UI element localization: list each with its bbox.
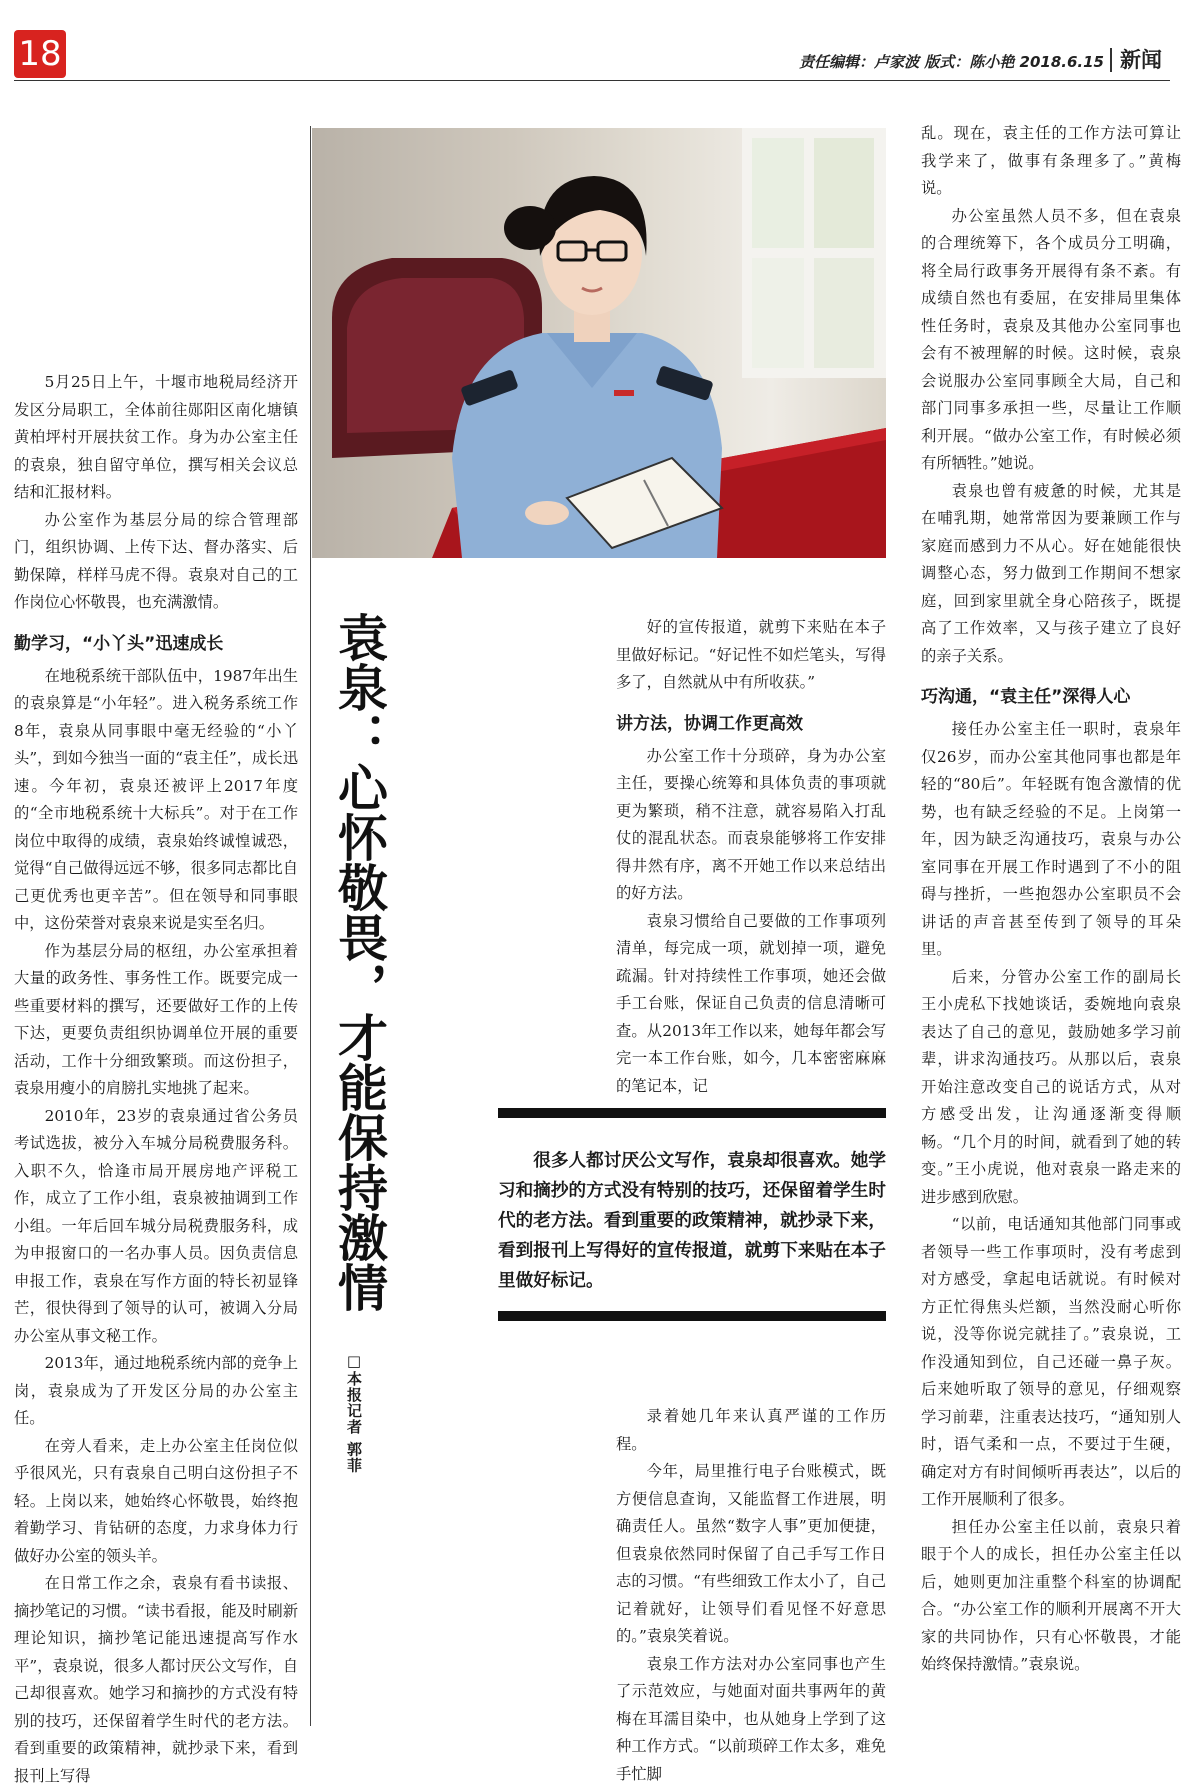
paragraph: 后来，分管办公室工作的副局长王小虎私下找她谈话，委婉地向袁泉表达了自己的意见，鼓励她多学习前辈，讲求沟通技巧。从那以后，袁泉开始注意改变自己的说话方式，从对方感受出发，让沟通逐渐变得顺畅。“几个月的时间，就看到了她的转变。”王小虎说，他对袁泉一路走来的进步感到欣慰。 xyxy=(921,967,1181,1206)
article-photo xyxy=(312,128,886,558)
paragraph: 担任办公室主任以前，袁泉只着眼于个人的成长，担任办公室主任以后，她则更加注重整个科室的协调配合。“办公室工作的顺利开展离不开大家的共同协作，只有心怀敬畏，才能始终保持激情。”袁泉说。 xyxy=(921,1517,1181,1673)
pullquote-top-bar xyxy=(498,1108,886,1118)
paragraph: 2010年，23岁的袁泉通过省公务员考试选拔，被分入车城分局税费服务科。入职不久，恰逢市局开展房地产评税工作，成立了工作小组，袁泉被抽调到工作小组。一年后回车城分局税费服务科，成为申报窗口的一名办事人员。因负责信息申报工作，袁泉在写作方面的特长初显锋芒，很快得到了领导的认可，被调入分局办公室从事文秘工作。 xyxy=(14,1106,298,1345)
paragraph: 在日常工作之余，袁泉有看书读报、摘抄笔记的习惯。“读书看报，能及时刷新理论知识，摘抄笔记能迅速提高写作水平”，袁泉说，很多人都讨厌公文写作，自己却很喜欢。她学习和摘抄的方式没有特别的技巧，还保留着学生时代的老方法。看到重要的政策精神，就抄录下来，看到报刊上写得 xyxy=(14,1574,298,1785)
article-column-3-top xyxy=(616,614,886,1100)
editor-credits: 责任编辑：卢家波 版式：陈小艳 2018.6.15 xyxy=(799,53,1104,71)
header-info xyxy=(799,44,1162,74)
paragraph: 办公室作为基层分局的综合管理部门，组织协调、上传下达、督办落实、后勤保障，样样马虎不得。袁泉对自己的工作岗位心怀敬畏，也充满激情。 xyxy=(14,510,298,611)
article-column-1 xyxy=(14,369,298,1790)
paragraph: 在旁人看来，走上办公室主任岗位似乎很风光，只有袁泉自己明白这份担子不轻。上岗以来，她始终心怀敬畏，始终抱着勤学习、肯钻研的态度，力求身体力行做好办公室的领头羊。 xyxy=(14,1436,298,1565)
paragraph: 今年，局里推行电子台账模式，既方便信息查询，又能监督工作进展，明确责任人。虽然“数字人事”更加便捷，但袁泉依然同时保留了自己手写工作日志的习惯。“有些细致工作太小了，自己记着就好，让领导们看见怪不好意思的。”袁泉笑着说。 xyxy=(616,1462,886,1645)
paragraph: 办公室工作十分琐碎，身为办公室主任，要操心统筹和具体负责的事项就更为繁琐，稍不注意，就容易陷入打乱仗的混乱状态。而袁泉能够将工作安排得井然有序，离不开她工作以来总结出的好方法。 xyxy=(616,746,886,902)
subheading: 勤学习，“小丫头”迅速成长 xyxy=(14,633,224,654)
article-column-4 xyxy=(921,120,1181,1679)
subheading: 巧沟通，“袁主任”深得人心 xyxy=(921,687,1131,707)
subheading: 讲方法，协调工作更高效 xyxy=(616,713,803,734)
header-rule xyxy=(14,80,1170,81)
pullquote-bottom-bar xyxy=(498,1311,886,1321)
section-name: 新闻 xyxy=(1110,48,1162,72)
pullquote: 很多人都讨厌公文写作，袁泉却很喜欢。她学习和摘抄的方式没有特别的技巧，还保留着学生时代的老方法。看到重要的政策精神，就抄录下来，看到报刊上写得好的宣传报道，就剪下来贴在本子里做好标记。 xyxy=(498,1150,886,1291)
paragraph: 接任办公室主任一职时，袁泉年仅26岁，而办公室其他同事也都是年轻的“80后”。年轻既有饱含激情的优势，也有缺乏经验的不足。上岗第一年，因为缺乏沟通技巧，袁泉与办公室同事在开展工作时遇到了不小的阻碍与挫折，一些抱怨办公室职员不会讲话的声音甚至传到了领导的耳朵里。 xyxy=(921,720,1181,958)
byline: □本报记者 郭菲 xyxy=(345,1352,363,1474)
paragraph: 办公室虽然人员不多，但在袁泉的合理统筹下，各个成员分工明确，将全局行政事务开展得有条不紊。有成绩自然也有委屈，在安排局里集体性任务时，袁泉及其他办公室同事也会有不被理解的时候。这时候，袁泉会说服办公室同事顾全大局，自己和部门同事多承担一些，尽量让工作顺利开展。“做办公室工作，有时候必须有所牺牲。”她说。 xyxy=(921,206,1181,472)
paragraph: 2013年，通过地税系统内部的竞争上岗，袁泉成为了开发区分局的办公室主任。 xyxy=(14,1354,298,1427)
paragraph: “以前，电话通知其他部门同事或者领导一些工作事项时，没有考虑到对方感受，拿起电话就说。有时候对方正忙得焦头烂额，当然没耐心听你说，没等你说完就挂了。”袁泉说，工作没通知到位，自己还碰一鼻子灰。后来她听取了领导的意见，仔细观察学习前辈，注重表达技巧，“通知别人时，语气柔和一点，不要过于生硬，确定对方有时间倾听再表达”，以后的工作开展顺利了很多。 xyxy=(921,1215,1181,1508)
page-number: 18 xyxy=(14,30,66,78)
paragraph: 5月25日上午，十堰市地税局经济开发区分局职工，全体前往郧阳区南化塘镇黄柏坪村开展扶贫工作。身为办公室主任的袁泉，独自留守单位，撰写相关会议总结和汇报材料。 xyxy=(14,373,298,501)
paragraph: 袁泉也曾有疲惫的时候，尤其是在哺乳期，她常常因为要兼顾工作与家庭而感到力不从心。好在她能很快调整心态，努力做到工作期间不想家庭，回到家里就全身心陪孩子，既提高了工作效率，又与孩子建立了良好的亲子关系。 xyxy=(921,481,1181,665)
paragraph: 在地税系统干部队伍中，1987年出生的袁泉算是“小年轻”。进入税务系统工作8年，袁泉从同事眼中毫无经验的“小丫头”，到如今独当一面的“袁主任”，成长迅速。今年初，袁泉还被评上2017年度的“全市地税系统十大标兵”。对于在工作岗位中取得的成绩，袁泉始终诚惶诚恐，觉得“自己做得远远不够，很多同志都比自己更优秀也更辛苦”。但在领导和同事眼中，这份荣誉对袁泉来说是实至名归。 xyxy=(14,666,298,932)
paragraph: 好的宣传报道，就剪下来贴在本子里做好标记。“好记性不如烂笔头，写得多了，自然就从中有所收获。” xyxy=(616,618,886,691)
article-column-3-bottom xyxy=(616,1403,886,1788)
paragraph: 作为基层分局的枢纽，办公室承担着大量的政务性、事务性工作。既要完成一些重要材料的撰写，还要做好工作的上传下达，更要负责组织协调单位开展的重要活动，工作十分细致繁琐。而这份担子，袁泉用瘦小的肩膀扎实地挑了起来。 xyxy=(14,941,298,1097)
paragraph: 录着她几年来认真严谨的工作历程。 xyxy=(616,1407,886,1453)
paragraph: 乱。现在，袁主任的工作方法可算让我学来了，做事有条理多了。”黄梅说。 xyxy=(921,124,1181,197)
paragraph: 袁泉工作方法对办公室同事也产生了示范效应，与她面对面共事两年的黄梅在耳濡目染中，也从她身上学到了这种工作方式。“以前琐碎工作太多，难免手忙脚 xyxy=(616,1654,886,1783)
column-divider xyxy=(310,126,311,1726)
paragraph: 袁泉习惯给自己要做的工作事项列清单，每完成一项，就划掉一项，避免疏漏。针对持续性工作事项，她还会做手工台账，保证自己负责的信息清晰可查。从2013年工作以来，她每年都会写完一本工作台账，如今，几本密密麻麻的笔记本，记 xyxy=(616,911,886,1095)
portrait-illustration xyxy=(312,128,886,558)
article-title: 袁泉：心怀敬畏，才能保持激情 xyxy=(330,612,388,1312)
